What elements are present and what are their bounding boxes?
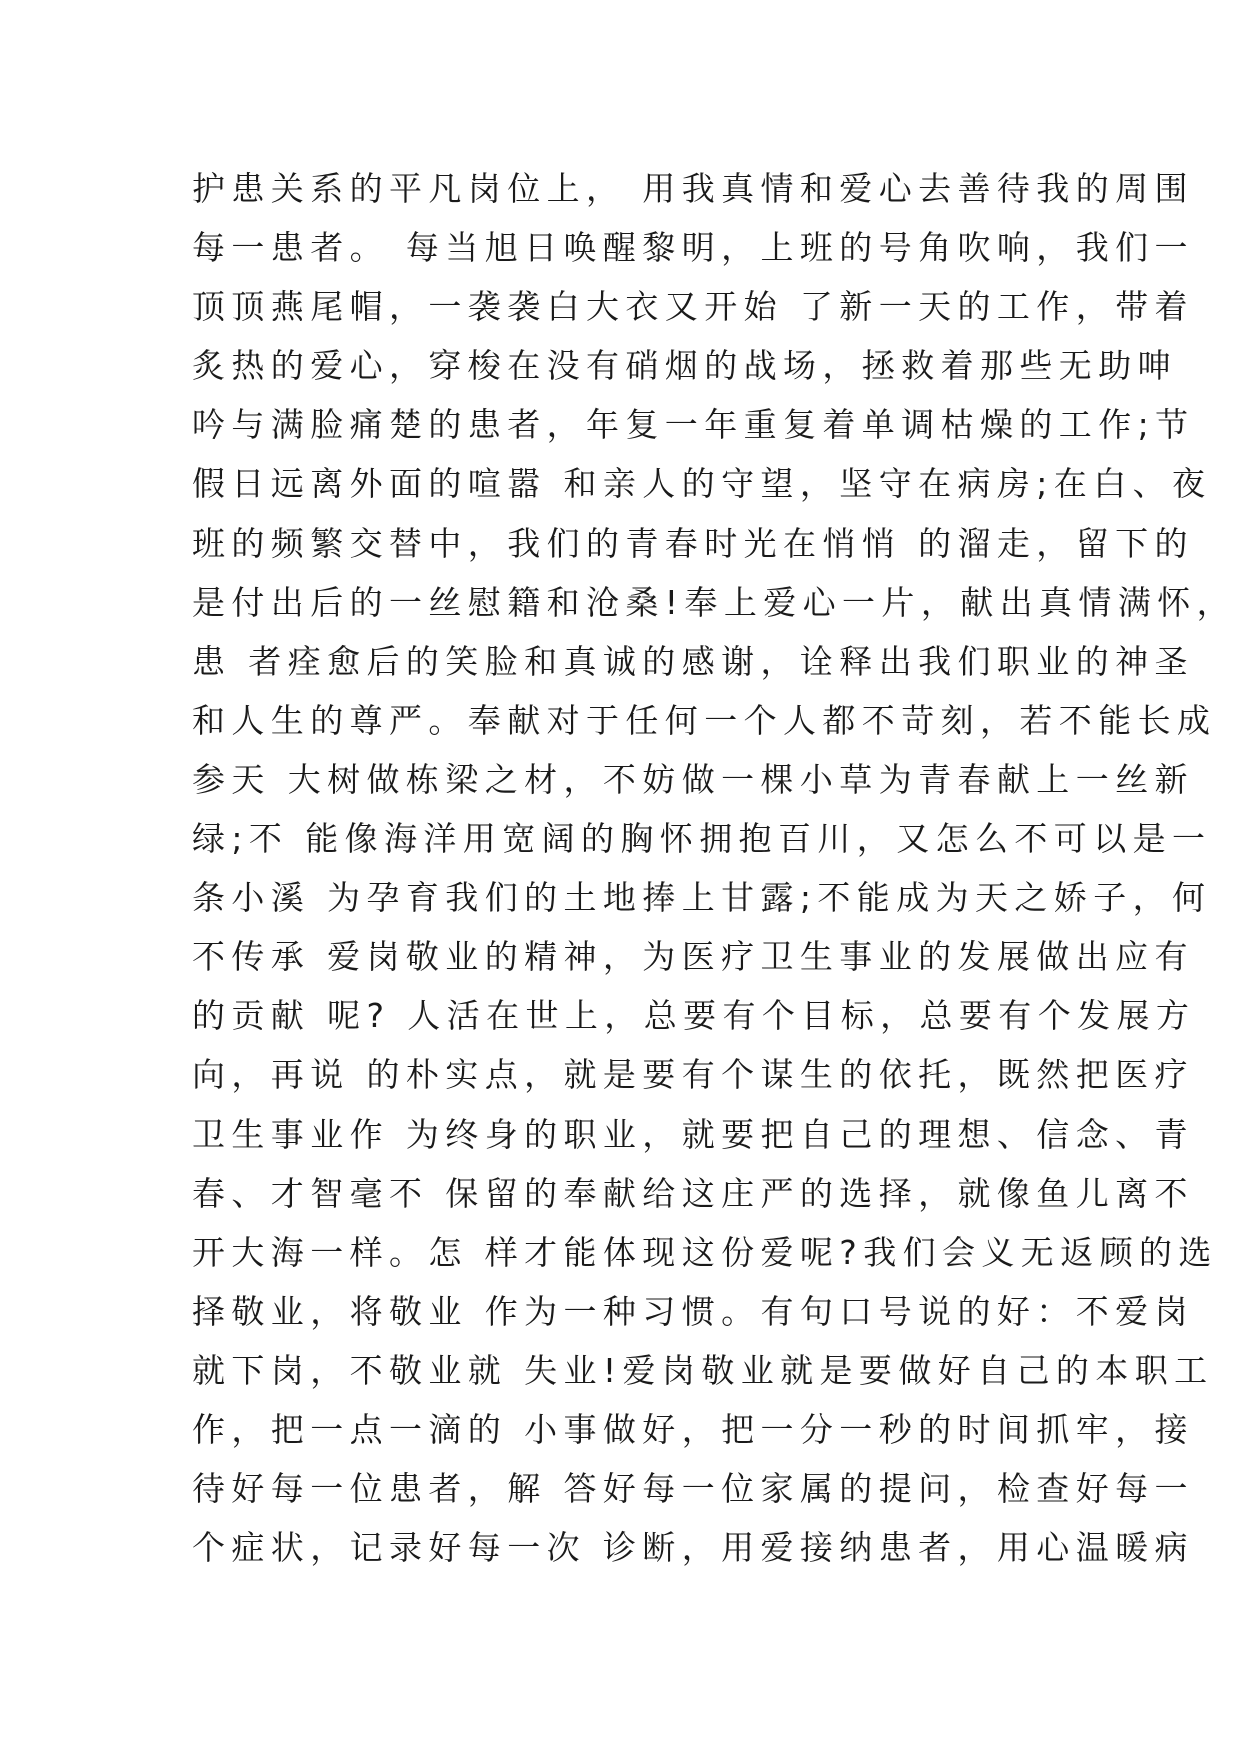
text-line: 不传承 爱岗敬业的精神，为医疗卫生事业的发展做出应有 [192, 937, 1194, 977]
text-line: 护患关系的平凡岗位上， 用我真情和爱心去善待我的周围 [192, 169, 1194, 208]
text-line: 患 者痊愈后的笑脸和真诚的感谢，诠释出我们职业的神圣 [192, 641, 1194, 681]
text-line: 和人生的尊严。奉献对于任何一个人都不苛刻，若不能长成 [192, 700, 1217, 740]
text-line: 是付出后的一丝慰籍和沧桑!奉上爱心一片，献出真情满怀， [192, 582, 1237, 622]
text-line: 作，把一点一滴的 小事做好，把一分一秒的时间抓牢，接 [192, 1409, 1194, 1449]
text-line: 吟与满脸痛楚的患者，年复一年重复着单调枯燥的工作;节 [192, 405, 1195, 445]
text-line: 条小溪 为孕育我们的土地捧上甘露;不能成为天之娇子，何 [192, 878, 1212, 918]
text-line: 顶顶燕尾帽，一袭袭白大衣又开始 了新一天的工作，带着 [192, 287, 1194, 327]
text-line: 择敬业，将敬业 作为一种习惯。有句口号说的好：不爱岗 [192, 1291, 1194, 1331]
text-line: 开大海一样。怎 样才能体现这份爱呢?我们会义无返顾的选 [192, 1232, 1218, 1272]
text-line: 向，再说 的朴实点，就是要有个谋生的依托，既然把医疗 [192, 1055, 1194, 1095]
body-text [192, 159, 1237, 1577]
text-line: 个症状，记录好每一次 诊断，用爱接纳患者，用心温暖病 [192, 1528, 1194, 1568]
text-line: 绿;不 能像海洋用宽阔的胸怀拥抱百川，又怎么不可以是一 [192, 819, 1212, 859]
text-line: 每一患者。 每当旭日唤醒黎明，上班的号角吹响，我们一 [192, 228, 1194, 268]
text-line: 假日远离外面的喧嚣 和亲人的守望，坚守在病房;在白、夜 [192, 464, 1212, 504]
text-line: 就下岗，不敬业就 失业!爱岗敬业就是要做好自己的本职工 [192, 1350, 1214, 1390]
text-line: 春、才智毫不 保留的奉献给这庄严的选择，就像鱼儿离不 [192, 1173, 1194, 1213]
text-line: 的贡献 呢? 人活在世上，总要有个目标，总要有个发展方 [192, 996, 1196, 1036]
text-line: 待好每一位患者，解 答好每一位家属的提问，检查好每一 [192, 1469, 1194, 1509]
text-line: 班的频繁交替中，我们的青春时光在悄悄 的溜走，留下的 [192, 523, 1194, 563]
text-line: 卫生事业作 为终身的职业，就要把自己的理想、信念、青 [192, 1114, 1194, 1154]
text-line: 炙热的爱心，穿梭在没有硝烟的战场，拯救着那些无助呻 [192, 346, 1177, 386]
text-line: 参天 大树做栋梁之材，不妨做一棵小草为青春献上一丝新 [192, 759, 1194, 799]
